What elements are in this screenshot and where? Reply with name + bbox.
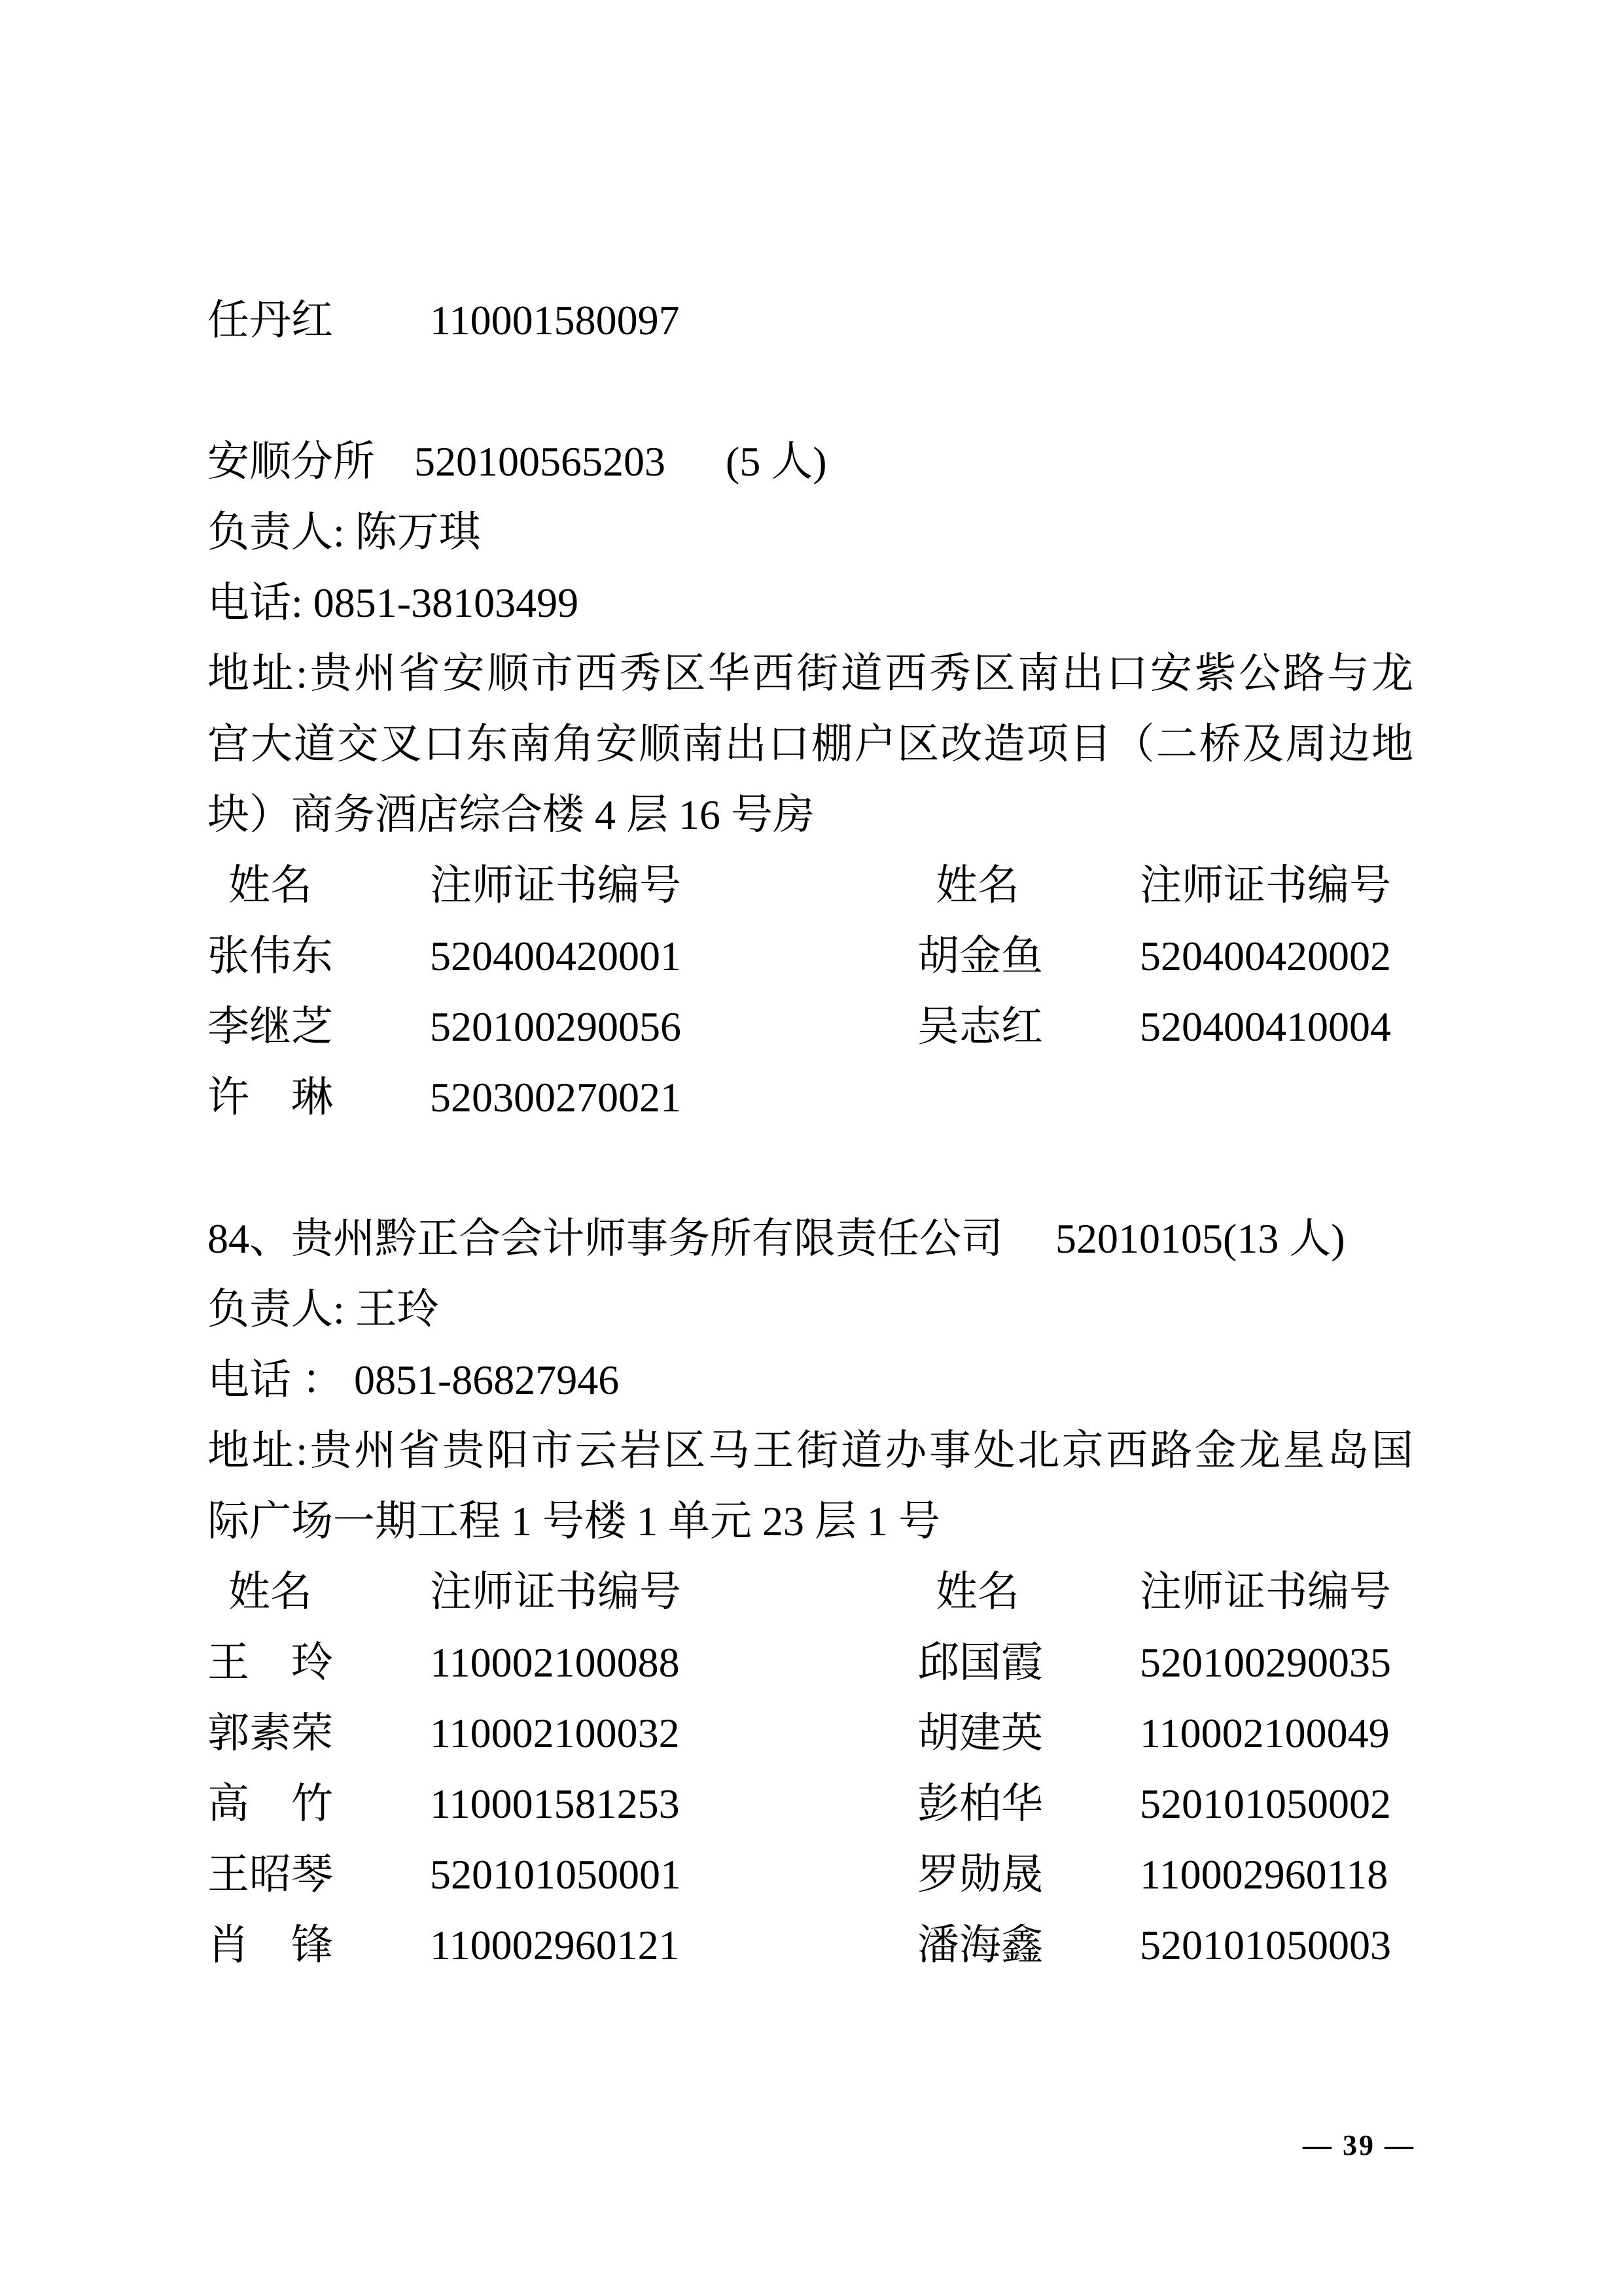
branch-member-count: (5 人) <box>726 438 827 485</box>
members-table-header <box>207 1557 1413 1627</box>
branch-manager-line: 负责人: 陈万琪 <box>207 509 481 555</box>
member-cert: 110002960118 <box>1140 1851 1388 1898</box>
branch-name: 安顺分所 <box>207 438 375 485</box>
column-header-name: 姓名 <box>228 862 312 909</box>
member-cert: 110001580097 <box>430 297 680 343</box>
member-cert <box>1140 285 1413 356</box>
member-row <box>207 1839 1413 1910</box>
firm-code: 52010105 <box>1055 1215 1223 1262</box>
column-header-cert: 注师证书编号 <box>430 1569 681 1615</box>
member-name: 潘海鑫 <box>917 1922 1043 1968</box>
member-row <box>207 1062 1413 1133</box>
branch-address-line-3: 块）商务酒店综合楼 4 层 16 号房 <box>207 791 815 838</box>
member-name: 彭柏华 <box>917 1781 1043 1827</box>
member-cert: 520100290056 <box>430 1003 681 1050</box>
member-cert: 520400410004 <box>1140 1003 1391 1050</box>
column-header-name: 姓名 <box>936 862 1019 909</box>
member-name: 罗勋晟 <box>917 1851 1043 1898</box>
member-cert: 520400420002 <box>1140 933 1391 979</box>
member-cert: 520101050001 <box>430 1851 681 1898</box>
member-row <box>207 1769 1413 1839</box>
member-name: 王昭琴 <box>207 1851 333 1898</box>
firm-heading <box>207 1204 1413 1274</box>
firm-index: 84、 <box>207 1215 291 1262</box>
member-name: 王 玲 <box>207 1639 333 1686</box>
member-name <box>917 285 1140 356</box>
member-name: 胡建英 <box>917 1710 1043 1756</box>
member-cert: 520101050002 <box>1140 1781 1391 1827</box>
member-name: 肖 锋 <box>207 1922 333 1968</box>
firm-manager-line: 负责人: 王玲 <box>207 1286 439 1332</box>
member-cert: 110002100032 <box>430 1710 680 1756</box>
branch-address-line-2: 宫大道交叉口东南角安顺南出口棚户区改造项目（二桥及周边地 <box>207 721 1413 767</box>
member-row <box>207 1627 1413 1698</box>
member-name: 许 琳 <box>207 1074 333 1121</box>
member-name: 邱国霞 <box>917 1639 1043 1686</box>
member-name: 郭素荣 <box>207 1710 333 1756</box>
column-header-cert: 注师证书编号 <box>1140 862 1391 909</box>
blank-line <box>207 1133 1413 1204</box>
member-name: 胡金鱼 <box>917 933 1043 979</box>
member-cert <box>1140 1062 1413 1133</box>
firm-address-line-1: 地址:贵州省贵阳市云岩区马王街道办事处北京西路金龙星岛国 <box>207 1427 1413 1474</box>
member-cert: 520400420001 <box>430 933 681 979</box>
column-header-name: 姓名 <box>228 1569 312 1615</box>
member-cert: 110002100049 <box>1140 1710 1390 1756</box>
member-row <box>207 1698 1413 1769</box>
branch-heading <box>207 426 1413 497</box>
member-name: 张伟东 <box>207 933 333 979</box>
column-header-name: 姓名 <box>936 1569 1019 1615</box>
branch-code: 520100565203 <box>414 438 665 485</box>
member-name: 高 竹 <box>207 1781 333 1827</box>
blank-line <box>207 356 1413 426</box>
branch-address-line-1: 地址:贵州省安顺市西秀区华西街道西秀区南出口安紫公路与龙 <box>207 650 1413 697</box>
document-content <box>207 285 1413 1981</box>
member-row <box>207 921 1413 992</box>
member-name: 李继芝 <box>207 1003 333 1050</box>
page-number: — 39 — <box>1303 2129 1415 2161</box>
firm-member-count: (13 人) <box>1223 1215 1345 1262</box>
branch-phone-line: 电话: 0851-38103499 <box>207 580 579 626</box>
column-header-cert: 注师证书编号 <box>430 862 681 909</box>
member-row <box>207 285 1413 356</box>
member-cert: 520100290035 <box>1140 1639 1391 1686</box>
member-name <box>917 1062 1140 1133</box>
member-name: 吴志红 <box>917 1003 1043 1050</box>
firm-name: 贵州黔正合会计师事务所有限责任公司 <box>291 1215 1003 1262</box>
member-cert: 110002100088 <box>430 1639 680 1686</box>
member-cert: 520101050003 <box>1140 1922 1391 1968</box>
column-header-cert: 注师证书编号 <box>1140 1569 1391 1615</box>
member-cert: 110002960121 <box>430 1922 680 1968</box>
member-row <box>207 992 1413 1062</box>
firm-phone-line: 电话 ： 0851-86827946 <box>207 1357 620 1403</box>
member-row <box>207 1910 1413 1981</box>
members-table-header <box>207 850 1413 921</box>
member-cert: 110001581253 <box>430 1781 680 1827</box>
member-cert: 520300270021 <box>430 1074 681 1121</box>
member-name: 任丹红 <box>207 297 333 343</box>
firm-address-line-2: 际广场一期工程 1 号楼 1 单元 23 层 1 号 <box>207 1498 940 1544</box>
